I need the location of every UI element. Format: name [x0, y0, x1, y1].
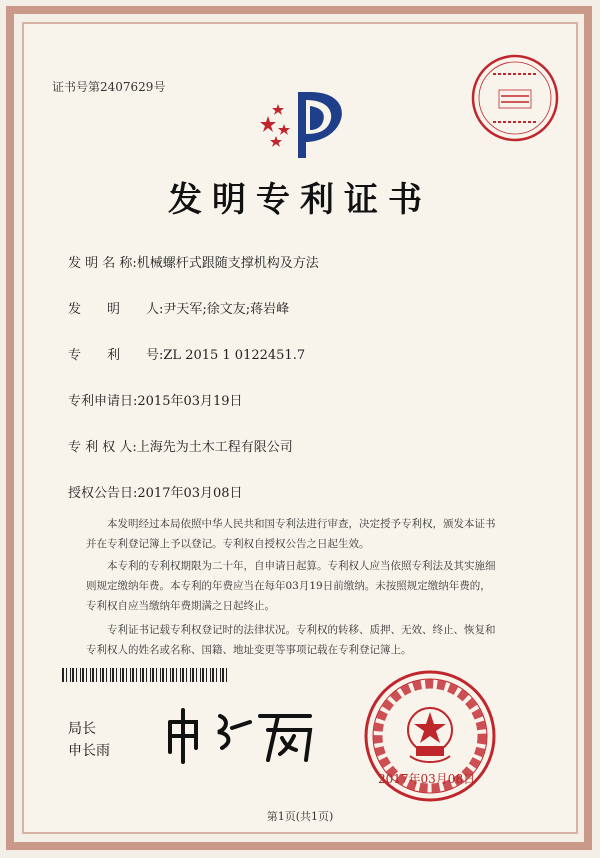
inventors-value: 尹天军;徐文友;蒋岩峰 — [163, 302, 290, 317]
body-line: 专利权人的姓名或名称、国籍、地址变更等事项记载在专利登记簿上。 — [86, 644, 412, 656]
patentee-label: 专 利 权 人: — [68, 440, 137, 455]
page-number: 第1页(共1页) — [266, 810, 334, 823]
body-line: 则规定缴纳年费。本专利的年费应当在每年03月19日前缴纳。未按照规定缴纳年费的， — [86, 580, 491, 592]
director-name: 申长雨 — [68, 743, 110, 759]
signature-icon — [160, 702, 320, 766]
body-line: 专利证书记载专利权登记时的法律状况。专利权的转移、质押、无效、终止、恢复和 — [107, 624, 496, 636]
page-title: 发明专利证书 — [168, 180, 432, 220]
grant-date-value: 2017年03月08日 — [137, 486, 243, 501]
director-title: 局长 — [68, 721, 96, 737]
invention-name-label: 发 明 名 称: — [68, 256, 137, 271]
grant-date-row — [68, 482, 243, 501]
invention-name-value: 机械螺杆式跟随支撑机构及方法 — [136, 256, 319, 271]
body-line: 本发明经过本局依照中华人民共和国专利法进行审查，决定授予专利权，颁发本证书 — [107, 518, 496, 530]
agency-seal-icon — [469, 52, 561, 144]
patentee-value: 上海先为土木工程有限公司 — [136, 440, 293, 455]
paragraph-status — [86, 620, 546, 660]
body-line: 并在专利登记簿上予以登记。专利权自授权公告之日起生效。 — [86, 538, 370, 550]
invention-name-row — [68, 252, 319, 271]
grant-date-label: 授权公告日: — [68, 486, 138, 501]
barcode-icon — [62, 668, 232, 682]
filing-date-label: 专利申请日: — [68, 394, 138, 409]
patentee-row — [68, 436, 293, 455]
patent-number-row — [68, 344, 305, 363]
patent-number-value: ZL 2015 1 0122451.7 — [163, 348, 306, 363]
filing-date-value: 2015年03月19日 — [137, 394, 243, 409]
paragraph-term — [86, 556, 546, 616]
filing-date-row — [68, 390, 243, 409]
inventors-row — [68, 298, 289, 317]
paragraph-grant — [86, 514, 546, 554]
body-line: 本专利的专利权期限为二十年，自申请日起算。专利权人应当依照专利法及其实施细 — [107, 560, 496, 572]
patent-number-label: 专 利 号: — [68, 348, 164, 363]
body-line: 专利权自应当缴纳年费期满之日起终止。 — [86, 600, 275, 612]
patent-office-logo-icon — [254, 86, 352, 160]
seal-date: 2017年03月08日 — [378, 772, 476, 786]
certificate-number: 证书号第2407629号 — [52, 80, 166, 94]
inventors-label: 发 明 人: — [68, 302, 164, 317]
